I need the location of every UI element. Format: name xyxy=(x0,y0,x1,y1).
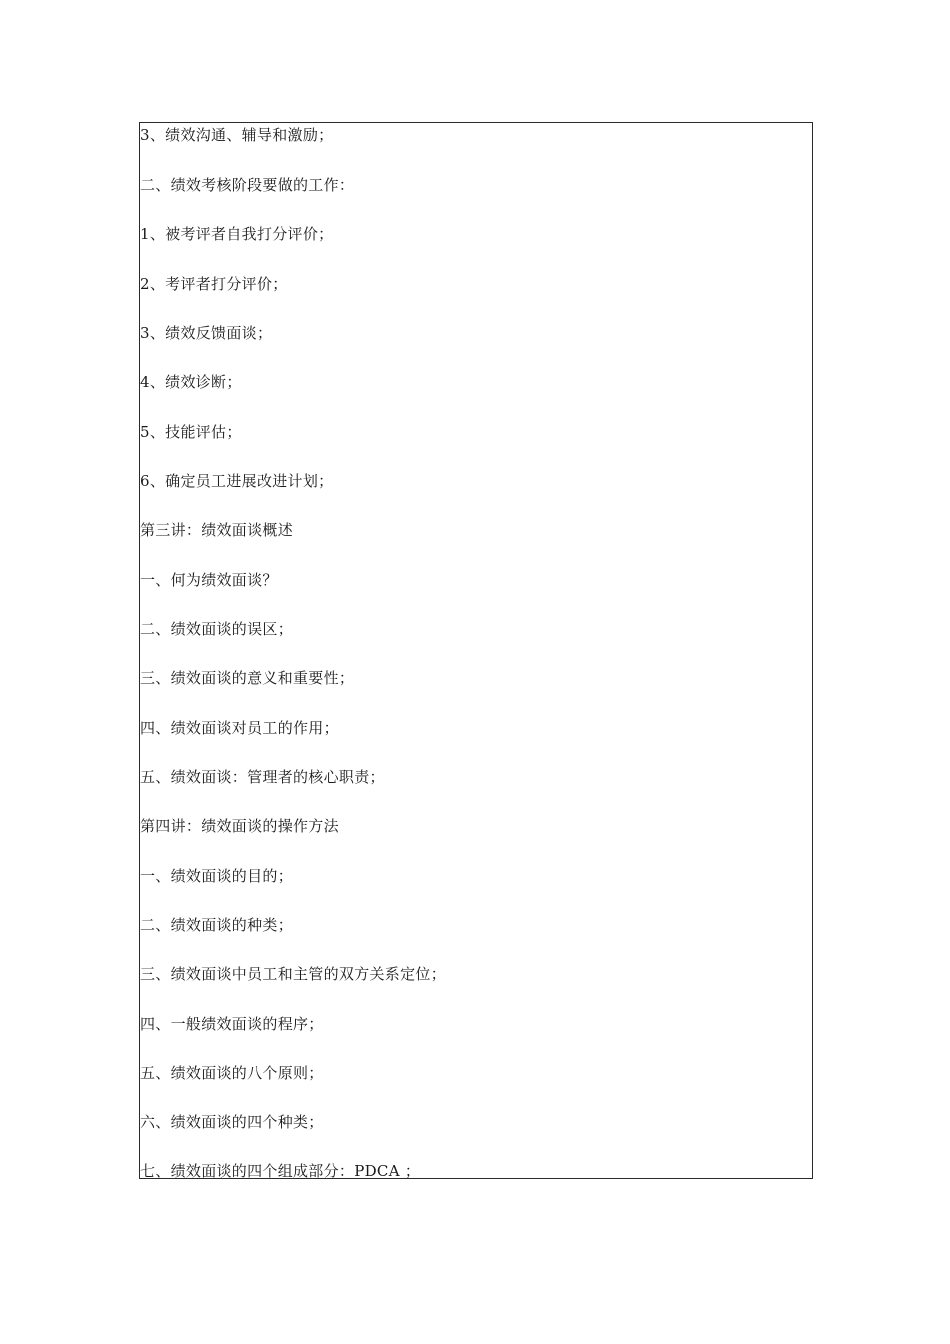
text-line: 2、考评者打分评价； xyxy=(140,275,288,293)
section-heading: 第四讲：绩效面谈的操作方法 xyxy=(140,817,339,835)
text-line: 一、何为绩效面谈？ xyxy=(140,571,278,589)
text-line: 5、技能评估； xyxy=(140,423,242,441)
text-line: 二、绩效考核阶段要做的工作： xyxy=(140,176,355,194)
text-line: 四、一般绩效面谈的程序； xyxy=(140,1015,324,1033)
text-line: 五、绩效面谈：管理者的核心职责； xyxy=(140,768,385,786)
content-table-cell xyxy=(139,122,813,1179)
text-line: 一、绩效面谈的目的； xyxy=(140,867,294,885)
text-line: 三、绩效面谈中员工和主管的双方关系定位； xyxy=(140,965,447,983)
text-line: 1、被考评者自我打分评价； xyxy=(140,225,334,243)
text-line: 六、绩效面谈的四个种类； xyxy=(140,1113,324,1131)
section-heading: 第三讲：绩效面谈概述 xyxy=(140,521,294,539)
text-line: 二、绩效面谈的误区； xyxy=(140,620,294,638)
text-line: 五、绩效面谈的八个原则； xyxy=(140,1064,324,1082)
text-line: 4、绩效诊断； xyxy=(140,373,242,391)
text-line: 七、绩效面谈的四个组成部分：PDCA ； xyxy=(140,1162,421,1179)
text-line: 6、确定员工进展改进计划； xyxy=(140,472,334,490)
text-line: 四、绩效面谈对员工的作用； xyxy=(140,719,339,737)
text-line: 3、绩效反馈面谈； xyxy=(140,324,273,342)
text-line: 二、绩效面谈的种类； xyxy=(140,916,294,934)
text-line: 3、绩效沟通、辅导和激励； xyxy=(140,126,334,144)
text-line: 三、绩效面谈的意义和重要性； xyxy=(140,669,355,687)
